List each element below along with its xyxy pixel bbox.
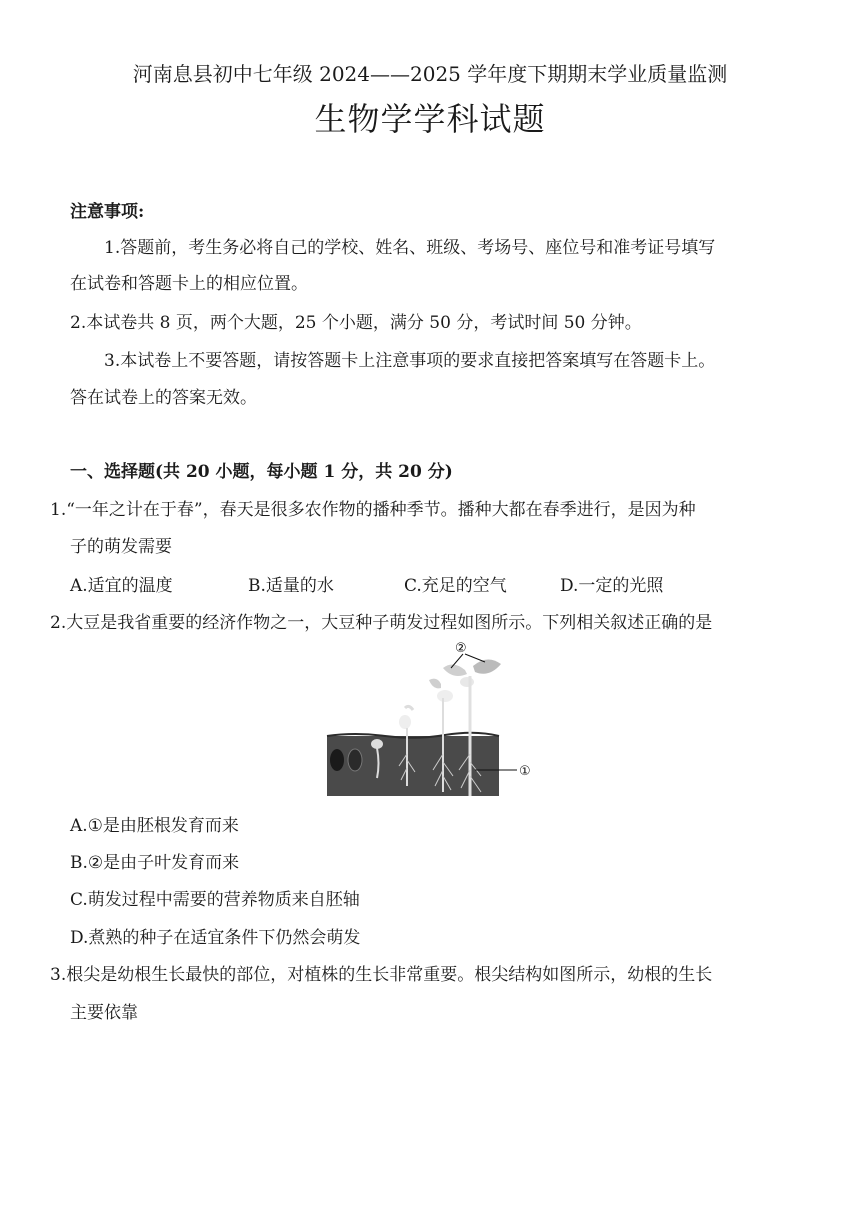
question-1-option-b: B.适量的水	[248, 576, 334, 596]
exam-header: 河南息县初中七年级 2024——2025 学年度下期期末学业质量监测	[132, 62, 728, 86]
question-1-option-a: A.适宜的温度	[70, 576, 173, 596]
question-1-line-2: 子的萌发需要	[70, 537, 172, 557]
question-1-line-1: 1.“一年之计在于春”，春天是很多农作物的播种季节。播种大都在春季进行，是因为种	[50, 500, 696, 520]
notice-item-3-line-1: 3.本试卷上不要答题，请按答题卡上注意事项的要求直接把答案填写在答题卡上。	[104, 351, 716, 371]
question-3-line-1: 3.根尖是幼根生长最快的部位，对植株的生长非常重要。根尖结构如图所示，幼根的生长	[50, 965, 713, 985]
notice-item-1-line-2: 在试卷和答题卡上的相应位置。	[70, 274, 308, 294]
notice-heading: 注意事项:	[70, 202, 145, 222]
notice-item-3-line-2: 答在试卷上的答案无效。	[70, 388, 257, 408]
question-1-option-c: C.充足的空气	[404, 576, 507, 596]
seed-stage-1	[330, 749, 344, 771]
question-3-line-2: 主要依靠	[70, 1003, 138, 1023]
question-2-option-c: C.萌发过程中需要的营养物质来自胚轴	[70, 890, 360, 910]
question-2-option-b: B.②是由子叶发育而来	[70, 853, 240, 873]
figure-label-1: ①	[519, 764, 531, 779]
soybean-germination-figure	[325, 636, 555, 804]
figure-label-2: ②	[455, 641, 467, 656]
seedling-stage-5	[443, 664, 467, 676]
notice-item-2: 2.本试卷共 8 页，两个大题，25 个小题，满分 50 分，考试时间 50 分钟。	[70, 313, 642, 333]
subject-title: 生物学学科试题	[314, 100, 546, 138]
question-1-option-d: D.一定的光照	[560, 576, 664, 596]
notice-item-1-line-1: 1.答题前，考生务必将自己的学校、姓名、班级、考场号、座位号和准考证号填写	[104, 238, 716, 258]
question-2-option-d: D.煮熟的种子在适宜条件下仍然会萌发	[70, 928, 361, 948]
question-2-option-a: A.①是由胚根发育而来	[70, 816, 239, 836]
seedling-stage-2	[371, 739, 383, 749]
section-1-heading: 一、选择题(共 20 小题，每小题 1 分，共 20 分)	[70, 462, 453, 482]
question-2-line-1: 2.大豆是我省重要的经济作物之一，大豆种子萌发过程如图所示。下列相关叙述正确的是	[50, 613, 713, 633]
seedling-stage-4	[429, 679, 441, 689]
seedling-stage-3	[405, 706, 413, 710]
